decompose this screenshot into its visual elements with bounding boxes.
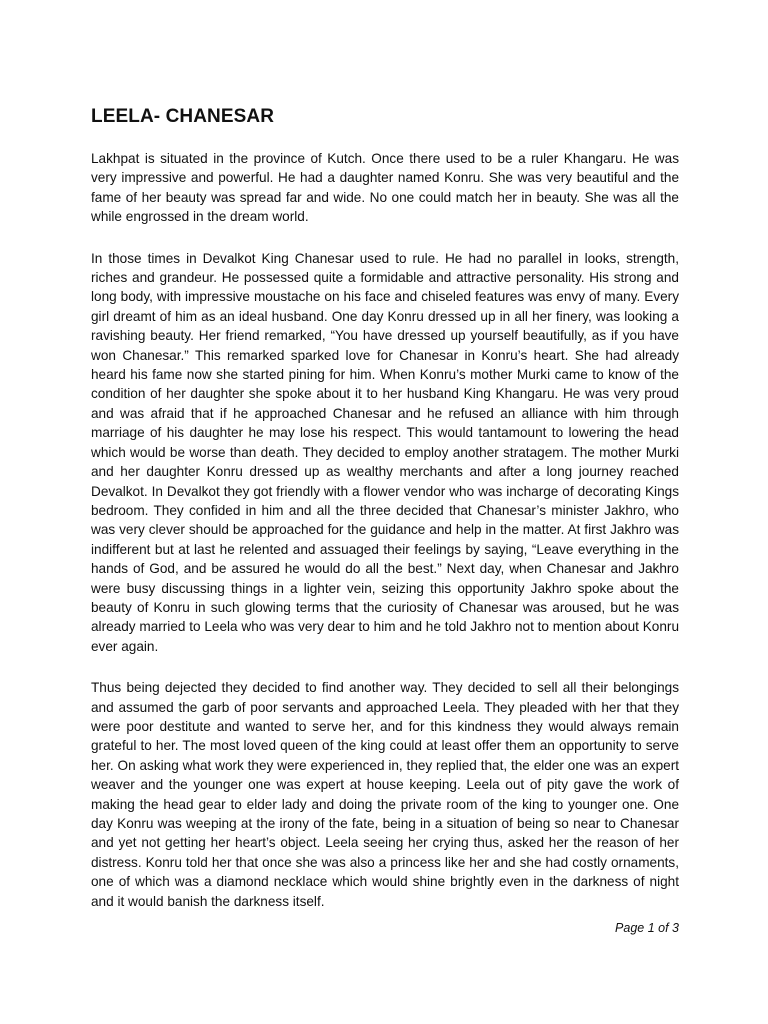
paragraph-2: In those times in Devalkot King Chanesar used to rule. He had no parallel in looks, strength, riches and grandeur. He possessed quite a formidable and attractive personality. His strong and long body, with impressive moustache on his face and chiseled features was envy of many. Every girl dreamt of him as an ideal husband. One day Konru dressed up in all her finery, was looking a ravishing beauty. Her friend remarked, “You have dressed up yourself beautifully, as if you have won Chanesar.” This remarked sparked love for Chanesar in Konru’s heart. She had already heard his fame now she started pining for him. When Konru’s mother Murki came to know of the condition of her daughter she spoke about it to her husband King Khangaru. He was very proud and was afraid that if he approached Chanesar and he refused an alliance with him through marriage of his daughter he may lose his respect. This would tantamount to lowering the head which would be worse than death. They decided to employ another stratagem. The mother Murki and her daughter Konru dressed up as wealthy merchants and after a long journey reached Devalkot. In Devalkot they got friendly with a flower vendor who was incharge of decorating Kings bedroom. They confided in him and all the three decided that Chanesar’s minister Jakhro, who was very clever should be approached for the guidance and help in the matter. At first Jakhro was indifferent but at last he relented and assuaged their feelings by saying, “Leave everything in the hands of God, and be assured he would do all the best.” Next day, when Chanesar and Jakhro were busy discussing things in a lighter vein, seizing this opportunity Jakhro spoke about the beauty of Konru in such glowing terms that the curiosity of Chanesar was aroused, but he was already married to Leela who was very dear to him and he told Jakhro not to mention about Konru ever again. [91, 250, 679, 654]
paragraph-1: Lakhpat is situated in the province of Kutch. Once there used to be a ruler Khangaru. He was very impressive and powerful. He had a daughter named Konru. She was very beautiful and the fame of her beauty was spread far and wide. No one could match her in beauty. She was all the while engrossed in the dream world. [91, 151, 679, 225]
paragraph-3: Thus being dejected they decided to find another way. They decided to sell all their belongings and assumed the garb of poor servants and approached Leela. They pleaded with her that they were poor destitute and wanted to serve her, and for this kindness they would always remain grateful to her. The most loved queen of the king could at least offer them an opportunity to serve her. On asking what work they were experienced in, they replied that, the elder one was an expert weaver and the younger one was expert at house keeping. Leela out of pity gave the work of making the head gear to elder lady and doing the private room of the king to younger one. One day Konru was weeping at the irony of the fate, being in a situation of being so near to Chanesar and yet not getting her heart’s object. Leela seeing her crying thus, asked her the reason of her distress. Konru told her that once she was also a princess like her and she had costly ornaments, one of which was a diamond necklace which would shine brightly even in the darkness of night and it would banish the darkness itself. [91, 680, 679, 909]
document-title: LEELA- CHANESAR [91, 106, 275, 127]
page-number: Page 1 of 3 [615, 921, 679, 935]
document-body [91, 149, 679, 933]
